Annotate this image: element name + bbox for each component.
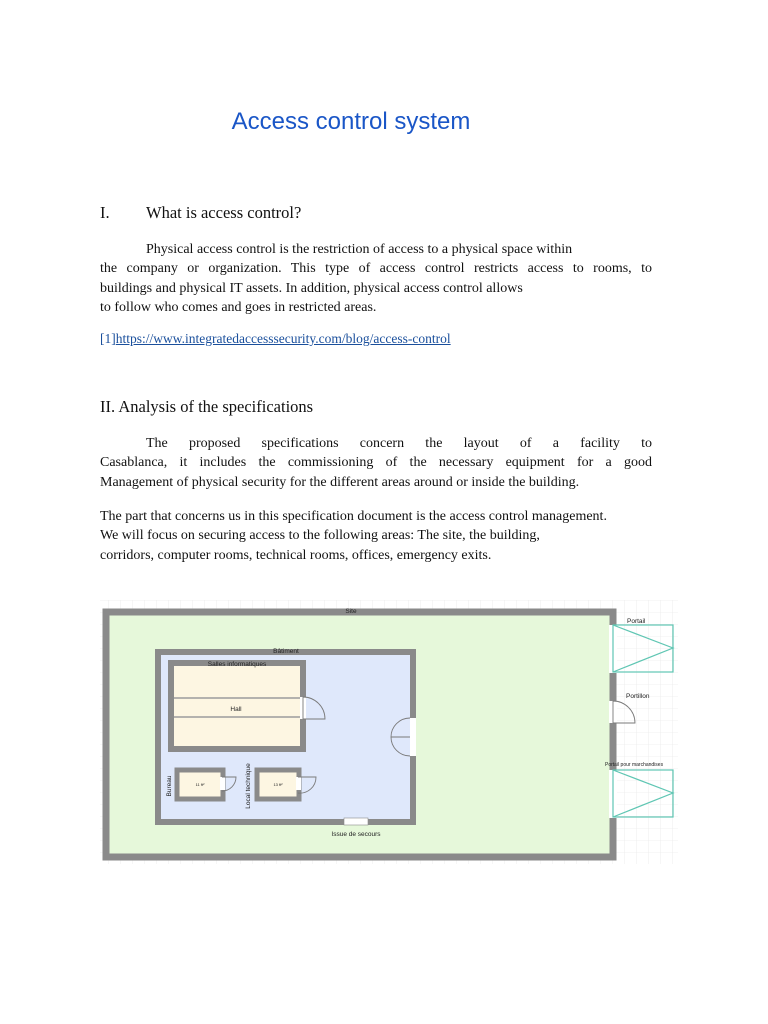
paragraph-line: to follow who comes and goes in restricted areas.	[100, 299, 377, 315]
computer-rooms-label: Salles informatiques	[207, 661, 267, 668]
paragraph-line: Physical access control is the restriction of access to a physical space within	[146, 242, 573, 257]
paragraph-line: We will focus on securing access to the following areas: The site, the building,	[100, 528, 540, 544]
technical-area-label: 13 ft²	[273, 782, 283, 787]
site-label: Site	[345, 608, 357, 615]
wicket-label: Portillon	[626, 693, 650, 700]
paragraph-line: corridors, computer rooms, technical rooms, offices, emergency exits.	[100, 547, 492, 563]
document-title: Access control system	[231, 108, 471, 135]
section-2-heading: II. Analysis of the specifications	[100, 397, 314, 416]
office-label: Bureau	[166, 775, 173, 797]
hall-label: Hall	[230, 706, 242, 713]
paragraph-line: Management of physical security for the different areas around or inside the building.	[100, 474, 580, 490]
technical-room-label: Local technique	[245, 763, 252, 809]
gate-label: Portail	[627, 618, 646, 625]
paragraph-line: buildings and physical IT assets. In addition, physical access control allows	[100, 280, 523, 296]
paragraph-line: the company or organization. This type of access control restricts access to rooms, to	[100, 261, 652, 277]
goods-gate-label: Portail pour marchandises	[605, 762, 664, 768]
reference-label: [1]	[100, 331, 116, 346]
section-1-title: What is access control?	[146, 203, 302, 222]
emergency-exit-door	[344, 818, 368, 825]
building-label: Bâtiment	[273, 648, 299, 655]
office-area-label: 11 ft²	[195, 782, 205, 787]
emergency-exit-label: Issue de secours	[331, 831, 381, 838]
paragraph-line: The part that concerns us in this specification document is the access control management.	[100, 509, 607, 524]
paragraph-line: Casablanca, it includes the commissioning of the necessary equipment for a good	[100, 455, 652, 471]
section-1-number: I.	[100, 203, 110, 222]
reference-link[interactable]: https://www.integratedaccesssecurity.com/blog/access-control	[115, 331, 451, 346]
paragraph-line: The proposed specifications concern the layout of a facility to	[146, 436, 652, 451]
